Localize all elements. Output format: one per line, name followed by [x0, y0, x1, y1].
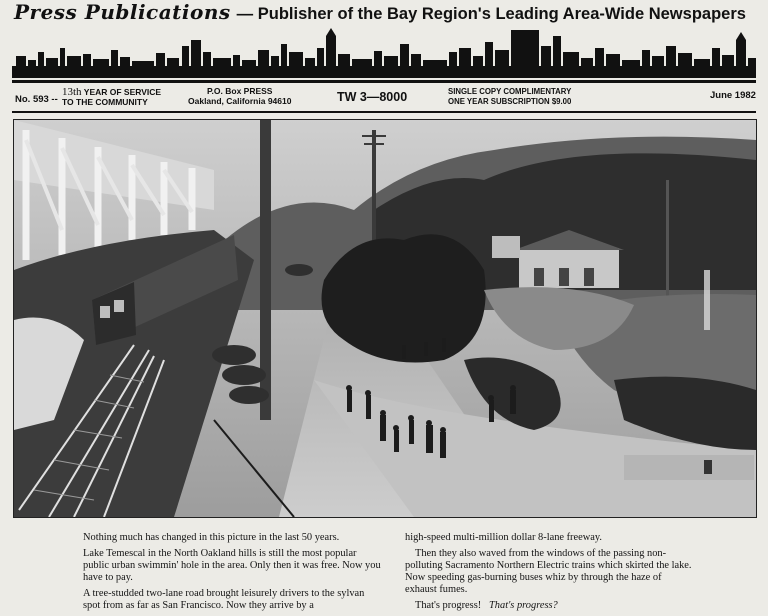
issue-number: No. 593 --: [15, 94, 58, 105]
masthead-rule-top: [12, 80, 756, 83]
years-line-1: YEAR OF SERVICE: [83, 87, 162, 97]
years-line-2: TO THE COMMUNITY: [62, 97, 148, 107]
subscription-line: ONE YEAR SUBSCRIPTION $9.00: [448, 96, 572, 106]
mailing-address: [188, 86, 291, 106]
article-paragraph: A tree-studded two-lane road brought leisurely drivers to the sylvan spot from as far as San Francisco. Now they arrive by a: [83, 588, 365, 611]
years-of-service: [62, 87, 161, 107]
masthead: [0, 0, 768, 118]
article-column-right: [405, 532, 695, 616]
city-skyline-illustration: [12, 26, 756, 78]
closing-exclaim: That's progress!: [415, 600, 482, 611]
subscription-info: [448, 87, 571, 106]
city-zip: Oakland, California 94610: [188, 96, 292, 106]
issue-date: June 1982: [710, 90, 756, 101]
masthead-rule-bottom: [12, 111, 756, 113]
closing-question: That's progress?: [489, 600, 558, 611]
article-closing: [405, 600, 695, 612]
article-body: [83, 532, 693, 615]
article-column-left: [83, 532, 383, 616]
article-paragraph: Then they also waved from the windows of the passing non-polluting Sacramento Northern Electric trains which skirted the lake. Now speeding gas-burning buses whiz by through the haze of exhaust fumes.: [405, 548, 692, 595]
article-paragraph: high-speed multi-million dollar 8-lane freeway.: [405, 532, 602, 543]
article-paragraph: Lake Temescal in the North Oakland hills is still the most popular public urban swimmin' hole in the area. Only then it was free. Now you have to pay.: [83, 548, 381, 583]
masthead-title-line: [14, 0, 746, 26]
phone-number: TW 3—8000: [337, 90, 408, 104]
years-number: 13th: [62, 86, 82, 98]
lake-temescal-photo: [13, 119, 757, 518]
masthead-tagline: — Publisher of the Bay Region's Leading Area-Wide Newspapers: [236, 5, 746, 23]
single-copy-line: SINGLE COPY COMPLIMENTARY: [448, 87, 572, 96]
po-box: P.O. Box PRESS: [206, 86, 273, 96]
article-paragraph: Nothing much has changed in this picture in the last 50 years.: [83, 532, 340, 543]
brand-logo-text: Press Publications: [14, 0, 231, 24]
